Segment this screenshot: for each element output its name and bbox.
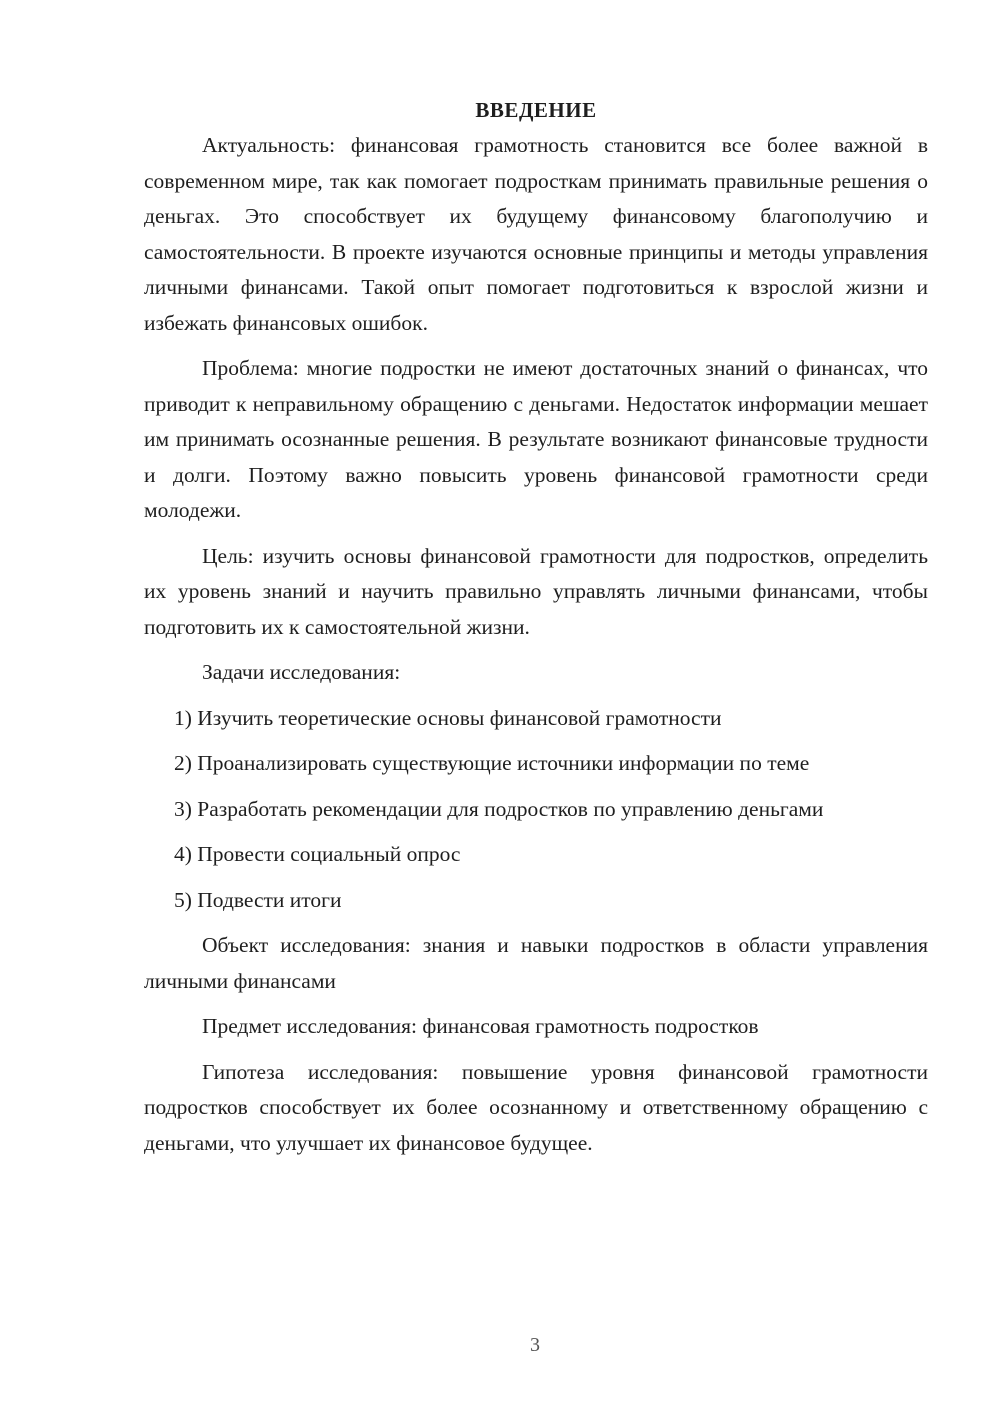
page-number: 3 <box>530 1334 540 1356</box>
task-item-3: 3) Разработать рекомендации для подростков по управлению деньгами <box>174 796 824 821</box>
task-item-1: 1) Изучить теоретические основы финансовой грамотности <box>174 705 722 730</box>
paragraph-relevance: Актуальность: финансовая грамотность становится все более важной в современном мире, так как помогает подросткам принимать правильные решения о деньгах. Это способствует их будущему финансовому благополучию и самостоятельности. В проекте изучаются основные принципы и методы управления личными финансами. Такой опыт помогает подготовиться к взрослой жизни и избежать финансовых ошибок. <box>144 133 928 335</box>
task-item-2: 2) Проанализировать существующие источники информации по теме <box>174 751 810 775</box>
paragraph-problem: Проблема: многие подростки не имеют достаточных знаний о финансах, что приводит к неправильному обращению с деньгами. Недостаток информации мешает им принимать осознанные решения. В результате возникают финансовые трудности и долги. Поэтому важно повысить уровень финансовой грамотности среди молодежи. <box>144 356 928 522</box>
paragraph-goal: Цель: изучить основы финансовой грамотности для подростков, определить их уровень знаний и научить правильно управлять личными финансами, чтобы подготовить их к самостоятельной жизни. <box>144 543 928 639</box>
paragraph-subject: Предмет исследования: финансовая грамотность подростков <box>202 1014 759 1038</box>
paragraph-tasks-heading: Задачи исследования: <box>202 660 401 684</box>
task-item-4: 4) Провести социальный опрос <box>174 842 461 866</box>
task-item-5: 5) Подвести итоги <box>174 887 342 912</box>
section-heading: ВВЕДЕНИЕ <box>475 98 597 122</box>
paragraph-object: Объект исследования: знания и навыки подростков в области управления личными финансами <box>144 933 928 993</box>
paragraph-hypothesis: Гипотеза исследования: повышение уровня финансовой грамотности подростков способствует их более осознанному и ответственному обращению с деньгами, что улучшает их финансовое будущее. <box>144 1059 928 1155</box>
page-content <box>144 92 928 1161</box>
